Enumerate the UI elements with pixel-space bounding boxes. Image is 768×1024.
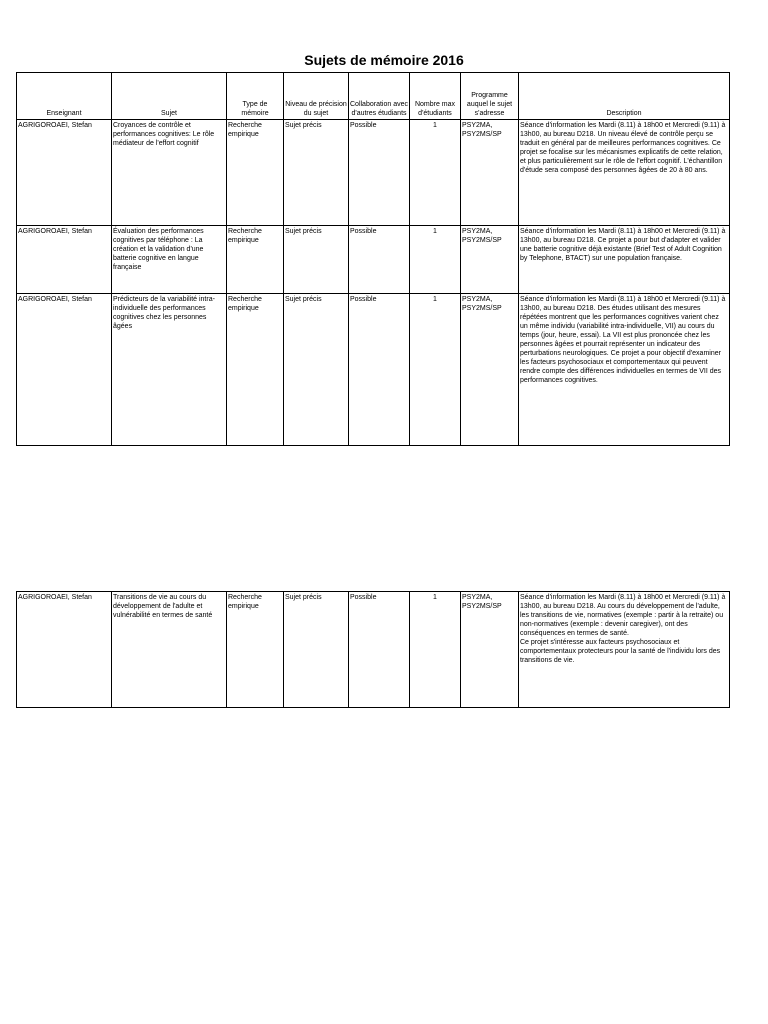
cell-enseignant: AGRIGOROAEI, Stefan bbox=[17, 120, 112, 226]
description-paragraph: Ce projet s'intéresse aux facteurs psychosociaux et comportementaux protecteurs pour la santé de l'individu lors des transitions de vie. bbox=[520, 639, 721, 664]
header-description: Description bbox=[519, 73, 730, 120]
description-paragraph: Séance d'information les Mardi (8.11) à 18h00 et Mercredi (9.11) à 13h00, au bureau D218. Au cours du développement de l'adulte, les transitions de vie, normatives (exemple : partir à la retraite) ou non-normatives (exemple : devenir caregiver), ont des conséquences en termes de santé. bbox=[520, 594, 726, 637]
cell-type: Recherche empirique bbox=[227, 226, 284, 294]
page-title: Sujets de mémoire 2016 bbox=[304, 52, 464, 68]
cell-description: Séance d'information les Mardi (8.11) à 18h00 et Mercredi (9.11) à 13h00, au bureau D218. Ce projet a pour but d'adapter et valider une batterie cognitive déjà existante (Brief Test of Adult Cognition by Telephone, BTACT) sur une population française. bbox=[519, 226, 730, 294]
header-collaboration: Collaboration avec d'autres étudiants bbox=[349, 73, 410, 120]
cell-niveau: Sujet précis bbox=[284, 120, 349, 226]
cell-niveau: Sujet précis bbox=[284, 294, 349, 446]
cell-collaboration: Possible bbox=[349, 294, 410, 446]
cell-programme: PSY2MA, PSY2MS/SP bbox=[461, 294, 519, 446]
header-programme: Programme auquel le sujet s'adresse bbox=[461, 73, 519, 120]
header-nombre: Nombre max d'étudiants bbox=[410, 73, 461, 120]
cell-type: Recherche empirique bbox=[227, 294, 284, 446]
table-row bbox=[17, 294, 730, 446]
cell-enseignant: AGRIGOROAEI, Stefan bbox=[17, 592, 112, 708]
table-header-row bbox=[17, 73, 730, 120]
cell-enseignant: AGRIGOROAEI, Stefan bbox=[17, 226, 112, 294]
cell-nombre: 1 bbox=[410, 294, 461, 446]
cell-nombre: 1 bbox=[410, 592, 461, 708]
table-row bbox=[17, 592, 730, 708]
cell-collaboration: Possible bbox=[349, 120, 410, 226]
cell-enseignant: AGRIGOROAEI, Stefan bbox=[17, 294, 112, 446]
cell-niveau: Sujet précis bbox=[284, 226, 349, 294]
header-sujet: Sujet bbox=[112, 73, 227, 120]
cell-programme: PSY2MA, PSY2MS/SP bbox=[461, 592, 519, 708]
cell-niveau: Sujet précis bbox=[284, 592, 349, 708]
subjects-table-continued bbox=[16, 591, 730, 708]
header-niveau: Niveau de précision du sujet bbox=[284, 73, 349, 120]
cell-collaboration: Possible bbox=[349, 592, 410, 708]
cell-sujet: Prédicteurs de la variabilité intra-individuelle des performances cognitives chez les personnes âgées bbox=[112, 294, 227, 446]
cell-sujet: Évaluation des performances cognitives par téléphone : La création et la validation d'une batterie cognitive en langue française bbox=[112, 226, 227, 294]
cell-collaboration: Possible bbox=[349, 226, 410, 294]
cell-programme: PSY2MA, PSY2MS/SP bbox=[461, 120, 519, 226]
table-row bbox=[17, 120, 730, 226]
header-type: Type de mémoire bbox=[227, 73, 284, 120]
cell-description: Séance d'information les Mardi (8.11) à 18h00 et Mercredi (9.11) à 13h00, au bureau D218. Un niveau élevé de contrôle perçu se traduit en général par de meilleures performances cognitives. Ce projet se focalise sur les mécanismes explicatifs de cette relation, et plus particulièrement sur le rôle de l'effort cognitif. L'échantillon d'étude sera composé des personnes âgées de 20 à 80 ans. bbox=[519, 120, 730, 226]
cell-type: Recherche empirique bbox=[227, 592, 284, 708]
cell-nombre: 1 bbox=[410, 120, 461, 226]
cell-description: Séance d'information les Mardi (8.11) à 18h00 et Mercredi (9.11) à 13h00, au bureau D218. Des études utilisant des mesures répétées montrent que les performances cognitives varient chez un même individu (variabilité intra-individuelle, VII) au cours du temps (jour, heure, essai). La VII est plus prononcée chez les personnes âgées et pourrait représenter un indicateur des perturbations neurologiques. Ce projet a pour objectif d'examiner les facteurs psychosociaux et comportementaux qui peuvent rendre compte des différences individuelles en termes de VII des performances cognitives. bbox=[519, 294, 730, 446]
subjects-table bbox=[16, 72, 730, 446]
cell-sujet: Croyances de contrôle et performances cognitives: Le rôle médiateur de l'effort cognitif bbox=[112, 120, 227, 226]
cell-sujet: Transitions de vie au cours du développement de l'adulte et vulnérabilité en termes de santé bbox=[112, 592, 227, 708]
cell-programme: PSY2MA, PSY2MS/SP bbox=[461, 226, 519, 294]
cell-type: Recherche empirique bbox=[227, 120, 284, 226]
cell-nombre: 1 bbox=[410, 226, 461, 294]
cell-description bbox=[519, 592, 730, 708]
header-enseignant: Enseignant bbox=[17, 73, 112, 120]
table-row bbox=[17, 226, 730, 294]
